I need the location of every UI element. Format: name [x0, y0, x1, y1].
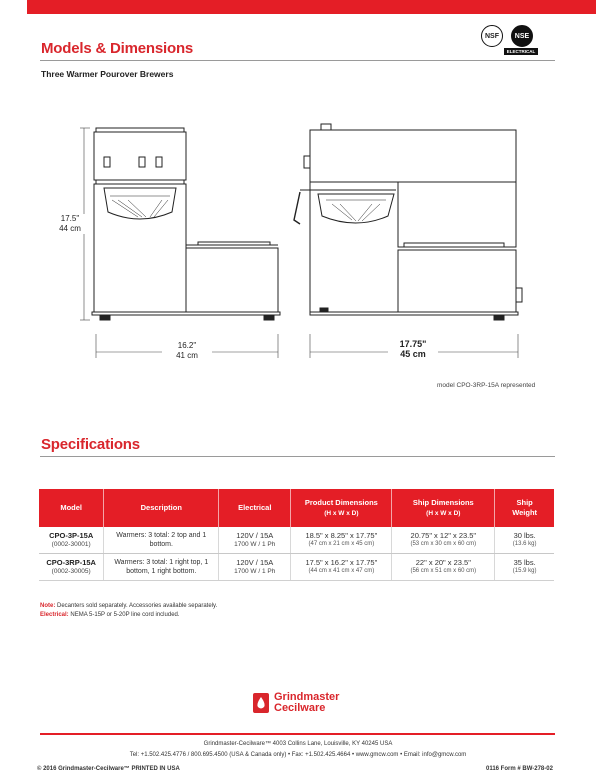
height-dimension-label: 17.5" 44 cm: [50, 214, 90, 234]
cell-model: CPO-3P-15A (0002-30001): [39, 527, 104, 554]
cell-product-dimensions: 17.5" x 16.2" x 17.75" (44 cm x 41 cm x 47 cm): [291, 554, 392, 581]
col-ship-dimensions: Ship Dimensions (H x W x D): [392, 489, 495, 527]
drawing-caption: model CPO-3RP-15A represented: [437, 382, 536, 389]
copyright-text: © 2016 Grindmaster-Cecilware™ PRINTED IN USA: [37, 766, 180, 772]
specifications-divider: [40, 456, 555, 457]
depth-dimension-label: 17.75" 45 cm: [388, 339, 438, 359]
brand-logo: [252, 692, 339, 714]
cell-electrical: 120V / 15A 1700 W / 1 Ph: [219, 554, 291, 581]
title-divider: [40, 60, 555, 61]
nsf-certification-icon: NSF: [481, 25, 503, 47]
cell-product-dimensions: 18.5" x 8.25" x 17.75" (47 cm x 21 cm x 45 cm): [291, 527, 392, 554]
table-header-row: [39, 489, 554, 527]
logo-line-2: Cecilware: [274, 702, 326, 714]
col-product-dimensions: Product Dimensions (H x W x D): [291, 489, 392, 527]
footer-divider: [40, 733, 555, 735]
electrical-note-line: Electrical: NEMA 5-15P or 5-20P line cord included.: [40, 612, 180, 618]
cell-description: Warmers: 3 total: 1 right top, 1 bottom, 1 right bottom.: [104, 554, 219, 581]
cell-model: CPO-3RP-15A (0002-30005): [39, 554, 104, 581]
page-title: Models & Dimensions: [41, 40, 194, 57]
cell-ship-dimensions: 22" x 20" x 23.5" (56 cm x 51 cm x 60 cm): [392, 554, 495, 581]
cell-description: Warmers: 3 total: 2 top and 1 bottom.: [104, 527, 219, 554]
footer-address: Grindmaster-Cecilware™ 4003 Collins Lane, Louisville, KY 40245 USA: [203, 741, 393, 747]
col-model: Model: [39, 489, 104, 527]
cell-electrical: 120V / 15A 1700 W / 1 Ph: [219, 527, 291, 554]
table-row: [39, 527, 554, 554]
footer-contact: Tel: +1.502.425.4776 / 800.695.4500 (USA & Canada only) • Fax: +1.502.425.4664 • www.gmcw.com • Email: info@gmcw.com: [129, 752, 467, 758]
electrical-certification-label: ELECTRICAL: [504, 48, 538, 55]
front-view-drawing: [92, 128, 280, 320]
droplet-logo-icon: [252, 692, 270, 714]
col-description: Description: [104, 489, 219, 527]
top-accent-bar: [27, 0, 596, 14]
nse-certification-icon: NSE: [511, 25, 533, 47]
specifications-table: [39, 489, 554, 581]
side-view-drawing: [294, 124, 522, 320]
brewer-technical-drawing: [0, 100, 596, 370]
width-dimension-label: 16.2" 41 cm: [162, 341, 212, 361]
table-row: [39, 554, 554, 581]
cell-ship-weight: 30 lbs. (13.6 kg): [495, 527, 554, 554]
form-number: 0116 Form # BW-278-02: [486, 766, 553, 772]
cell-ship-dimensions: 20.75" x 12" x 23.5" (53 cm x 30 cm x 60 cm): [392, 527, 495, 554]
specifications-title: Specifications: [41, 436, 140, 453]
col-ship-weight: Ship Weight: [495, 489, 554, 527]
note-line: Note: Decanters sold separately. Accessories available separately.: [40, 603, 218, 609]
logo-line-1: Grindmaster: [274, 691, 340, 703]
page-subtitle: Three Warmer Pourover Brewers: [41, 69, 174, 79]
col-electrical: Electrical: [219, 489, 291, 527]
cell-ship-weight: 35 lbs. (15.9 kg): [495, 554, 554, 581]
notes-section: [40, 602, 217, 620]
